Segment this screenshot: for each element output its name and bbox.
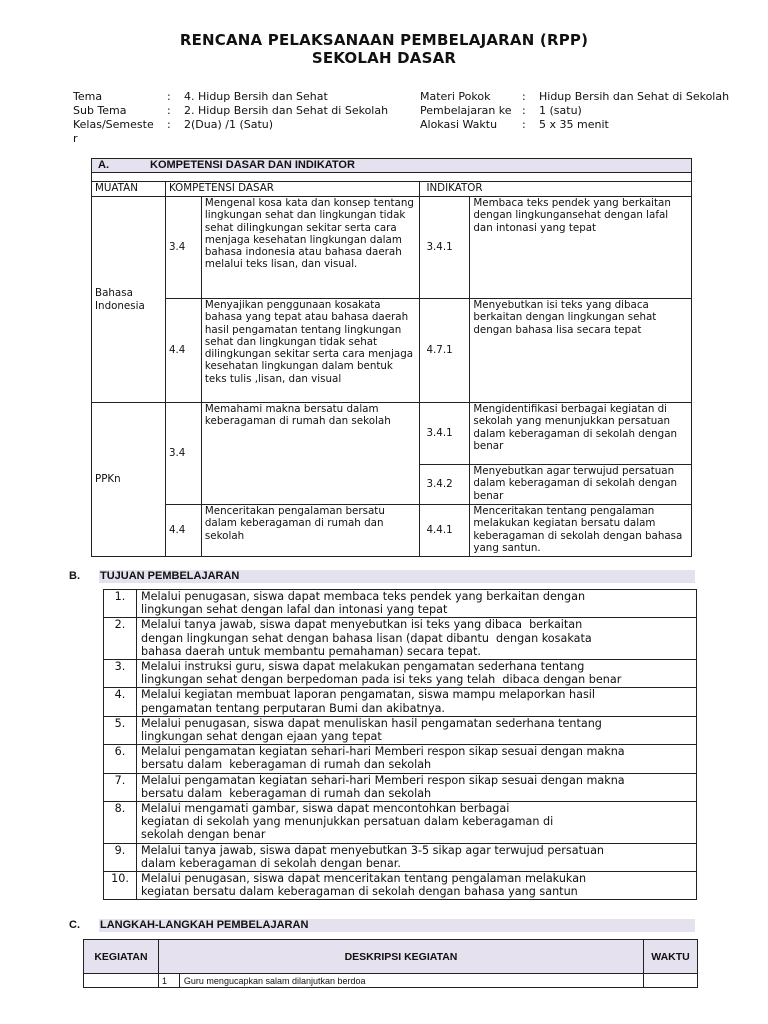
- section-c-header: [67, 919, 695, 932]
- meta-kelas-label-wrap: r: [73, 132, 78, 145]
- indicator-text: Mengidentifikasi berbagai kegiatan di sekolah yang menunjukkan persatuan dalam keberagaman di sekolah dengan benar: [470, 403, 692, 465]
- objective-text: [137, 773, 697, 801]
- objective-number: 7.: [104, 773, 137, 801]
- section-a-header: [92, 159, 692, 173]
- step-number: 1: [158, 974, 179, 988]
- indicator-text: Menyebutkan isi teks yang dibaca berkaitan dengan lingkungan sehat dengan bahasa lisa secara tepat: [470, 299, 692, 403]
- step-text: Guru mengucapkan salam dilanjutkan berdoa: [179, 974, 643, 988]
- objective-row: [104, 843, 697, 871]
- objective-text: [137, 745, 697, 773]
- steps-table: [83, 939, 698, 988]
- section-b-title: TUJUAN PEMBELAJARAN: [100, 570, 240, 582]
- meta-subtema-value: 2. Hidup Bersih dan Sehat di Sekolah: [184, 104, 389, 117]
- meta-pembelajaran-label: Pembelajaran ke: [420, 104, 512, 117]
- objective-line: lingkungan sehat dengan lafal dan intonasi yang tepat: [141, 603, 448, 617]
- meta-colon: :: [167, 104, 171, 117]
- objective-row: [104, 716, 697, 744]
- header-indikator: INDIKATOR: [420, 182, 692, 197]
- objective-row: [104, 773, 697, 801]
- header-muatan: MUATAN: [92, 182, 166, 197]
- meta-kelas-value: 2(Dua) /1 (Satu): [184, 118, 274, 131]
- muatan-ppkn: PPKn: [92, 403, 166, 557]
- objective-line: Melalui kegiatan membuat laporan pengamatan, siswa mampu melaporkan hasil: [141, 688, 595, 702]
- objective-text: [137, 716, 697, 744]
- meta-tema-value: 4. Hidup Bersih dan Sehat: [184, 90, 328, 103]
- meta-materi-label: Materi Pokok: [420, 90, 491, 103]
- objective-number: 3.: [104, 660, 137, 688]
- section-c-letter: C.: [67, 919, 99, 932]
- page-title: RENCANA PELAKSANAAN PEMBELAJARAN (RPP): [179, 31, 589, 49]
- objective-line: Melalui penugasan, siswa dapat menceritakan tentang pengalaman melakukan: [141, 872, 587, 886]
- objective-row: [104, 660, 697, 688]
- header-deskripsi: DESKRIPSI KEGIATAN: [158, 940, 643, 974]
- objective-row: [104, 745, 697, 773]
- objective-line: Melalui mengamati gambar, siswa dapat mencontohkan berbagai: [141, 802, 510, 816]
- objective-row: [104, 590, 697, 618]
- indicator-number: 3.4.1: [420, 197, 470, 299]
- meta-colon: :: [522, 118, 526, 131]
- section-b-header: [67, 570, 695, 583]
- step-waktu-cell: [644, 974, 698, 988]
- kd-number: 3.4: [165, 403, 201, 505]
- objective-line: lingkungan sehat dengan ejaan yang tepat: [141, 730, 382, 744]
- indicator-number: 4.7.1: [420, 299, 470, 403]
- header-kegiatan: KEGIATAN: [84, 940, 159, 974]
- objective-line: bahasa daerah untuk membantu pemahaman) secara tepat.: [141, 644, 481, 658]
- objective-number: 1.: [104, 590, 137, 618]
- indicator-number: 4.4.1: [420, 505, 470, 557]
- objective-line: pengamatan tentang perputaran Bumi dan akibatnya.: [141, 701, 445, 715]
- section-c-title: LANGKAH-LANGKAH PEMBELAJARAN: [100, 919, 309, 931]
- objectives-table: [103, 589, 697, 900]
- meta-pembelajaran-value: 1 (satu): [539, 104, 582, 117]
- objective-line: Melalui penugasan, siswa dapat menuliskan hasil pengamatan sederhana tentang: [141, 716, 602, 730]
- meta-colon: :: [167, 118, 171, 131]
- meta-alokasi-value: 5 x 35 menit: [539, 118, 609, 131]
- objective-line: Melalui pengamatan kegiatan sehari-hari Memberi respon sikap sesuai dengan makna: [141, 745, 625, 759]
- objective-row: [104, 872, 697, 900]
- competency-table: [91, 158, 692, 557]
- meta-colon: :: [167, 90, 171, 103]
- kd-text: Menceritakan pengalaman bersatu dalam keberagaman di rumah dan sekolah: [201, 505, 420, 557]
- objective-line: dalam keberagaman di sekolah dengan benar.: [141, 856, 401, 870]
- objective-line: Melalui penugasan, siswa dapat membaca teks pendek yang berkaitan dengan: [141, 590, 586, 603]
- meta-subtema-label: Sub Tema: [73, 104, 127, 117]
- objective-line: bersatu dalam keberagaman di rumah dan sekolah: [141, 758, 432, 772]
- section-b-letter: B.: [67, 570, 99, 583]
- objective-number: 6.: [104, 745, 137, 773]
- objective-row: [104, 802, 697, 844]
- objective-line: Melalui tanya jawab, siswa dapat menyebutkan 3-5 sikap agar terwujud persatuan: [141, 843, 605, 857]
- header-waktu: WAKTU: [644, 940, 698, 974]
- meta-colon: :: [522, 90, 526, 103]
- objective-text: [137, 872, 697, 900]
- spacer-row: [92, 173, 692, 182]
- objective-line: dengan lingkungan sehat dengan bahasa lisan (dapat dibantu dengan kosakata: [141, 631, 592, 645]
- page-subtitle: SEKOLAH DASAR: [311, 49, 457, 67]
- objective-text: [137, 843, 697, 871]
- objective-line: bersatu dalam keberagaman di rumah dan sekolah: [141, 786, 432, 800]
- objective-number: 5.: [104, 716, 137, 744]
- section-a-title: KOMPETENSI DASAR DAN INDIKATOR: [150, 159, 355, 171]
- meta-materi-value: Hidup Bersih dan Sehat di Sekolah: [539, 90, 730, 103]
- kd-text: Menyajikan penggunaan kosakata bahasa yang tepat atau bahasa daerah hasil pengamatan tentang lingkungan sehat dan lingkungan tidak sehat dilingkungan sekitar serta cara menjaga kesehatan lingkungan dalam bentuk teks tulis ,lisan, dan visual: [201, 299, 420, 403]
- meta-kelas-label: Kelas/Semeste: [73, 118, 154, 131]
- meta-colon: :: [522, 104, 526, 117]
- kd-text: Memahami makna bersatu dalam keberagaman di rumah dan sekolah: [201, 403, 420, 505]
- kd-number: 4.4: [165, 505, 201, 557]
- indicator-number: 3.4.1: [420, 403, 470, 465]
- objective-line: Melalui instruksi guru, siswa dapat melakukan pengamatan sederhana tentang: [141, 660, 585, 674]
- objective-row: [104, 688, 697, 716]
- objective-text: [137, 660, 697, 688]
- kd-number: 4.4: [165, 299, 201, 403]
- indicator-text: Menceritakan tentang pengalaman melakukan kegiatan bersatu dalam keberagaman di sekolah dengan bahasa yang santun.: [470, 505, 692, 557]
- meta-alokasi-label: Alokasi Waktu: [420, 118, 498, 131]
- indicator-number: 3.4.2: [420, 465, 470, 505]
- muatan-bahasa: [92, 197, 166, 403]
- objective-number: 2.: [104, 618, 137, 660]
- objective-text: [137, 688, 697, 716]
- objective-row: [104, 618, 697, 660]
- objective-number: 8.: [104, 802, 137, 844]
- objective-line: kegiatan di sekolah yang menunjukkan persatuan dalam keberagaman di: [141, 815, 554, 829]
- objective-line: lingkungan sehat dengan berpedoman pada isi teks yang telah dibaca dengan benar: [141, 673, 622, 687]
- meta-tema-label: Tema: [73, 90, 103, 103]
- muatan-label: Bahasa: [95, 287, 133, 300]
- indicator-text: Menyebutkan agar terwujud persatuan dalam keberagaman di sekolah dengan benar: [470, 465, 692, 505]
- section-a-letter: A.: [98, 159, 109, 171]
- kd-text: Mengenal kosa kata dan konsep tentang lingkungan sehat dan lingkungan tidak sehat dilingkungan sekitar serta cara menjaga kesehatan lingkungan dalam bahasa indonesia atau bahasa daerah melalui teks lisan, dan visual.: [201, 197, 420, 299]
- header-kompetensi: KOMPETENSI DASAR: [165, 182, 420, 197]
- kd-number: 3.4: [165, 197, 201, 299]
- step-kegiatan-cell: [84, 974, 159, 988]
- objective-line: Melalui pengamatan kegiatan sehari-hari Memberi respon sikap sesuai dengan makna: [141, 773, 625, 787]
- objective-text: [137, 802, 697, 844]
- objective-line: sekolah dengan benar: [141, 828, 266, 842]
- indicator-text: Membaca teks pendek yang berkaitan dengan lingkungansehat dengan lafal dan intonasi yang tepat: [470, 197, 692, 299]
- objective-number: 10.: [104, 872, 137, 900]
- objective-number: 4.: [104, 688, 137, 716]
- objective-line: Melalui tanya jawab, siswa dapat menyebutkan isi teks yang dibaca berkaitan: [141, 618, 583, 632]
- objective-number: 9.: [104, 843, 137, 871]
- muatan-label: Indonesia: [95, 299, 145, 312]
- objective-line: kegiatan bersatu dalam keberagaman di sekolah dengan bahasa yang santun: [141, 885, 578, 899]
- objective-text: [137, 618, 697, 660]
- objective-text: [137, 590, 697, 618]
